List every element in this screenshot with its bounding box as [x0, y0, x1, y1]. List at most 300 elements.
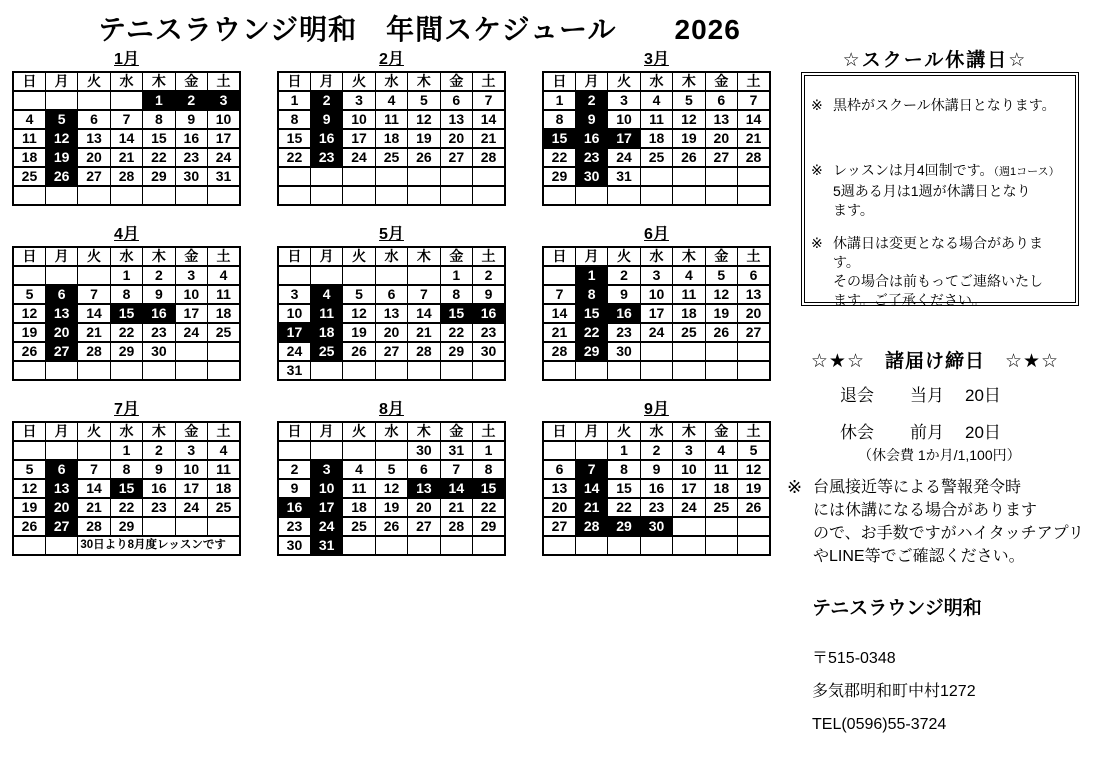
day-cell [278, 167, 310, 186]
day-cell [640, 342, 672, 361]
weekday-header-cell: 日 [543, 247, 575, 266]
day-cell [673, 342, 705, 361]
weekday-header-cell: 火 [608, 422, 640, 441]
day-cell: 23 [473, 323, 505, 342]
week-row [278, 285, 505, 304]
weekday-header-cell: 土 [473, 247, 505, 266]
month-note-cell: 30日より8月度レッスンです [78, 536, 240, 555]
day-cell: 26 [343, 342, 375, 361]
day-cell: 24 [278, 342, 310, 361]
closed-day-cell: 29 [608, 517, 640, 536]
day-cell: 29 [110, 517, 142, 536]
day-cell [608, 361, 640, 380]
day-cell [705, 186, 737, 205]
day-cell: 13 [543, 479, 575, 498]
day-cell: 4 [705, 441, 737, 460]
day-cell [143, 517, 175, 536]
day-cell [375, 441, 407, 460]
weekday-header-cell: 水 [640, 247, 672, 266]
day-cell: 25 [640, 148, 672, 167]
calendar-table [542, 246, 771, 381]
day-cell: 7 [110, 110, 142, 129]
day-cell: 20 [78, 148, 110, 167]
deadline-day: 20日 [965, 423, 1001, 442]
closed-day-cell: 3 [310, 460, 342, 479]
closed-day-cell: 15 [440, 304, 472, 323]
closed-day-cell: 31 [310, 536, 342, 555]
day-cell: 3 [640, 266, 672, 285]
weekday-header-row [13, 422, 240, 441]
contact-block [812, 593, 982, 741]
day-cell: 22 [143, 148, 175, 167]
day-cell: 9 [608, 285, 640, 304]
closed-day-cell: 23 [575, 148, 607, 167]
day-cell: 1 [543, 91, 575, 110]
closed-day-cell: 28 [575, 517, 607, 536]
day-cell: 20 [738, 304, 770, 323]
closed-day-cell: 30 [640, 517, 672, 536]
weekday-header-cell: 火 [608, 72, 640, 91]
day-cell: 18 [705, 479, 737, 498]
day-cell: 29 [440, 342, 472, 361]
week-row [278, 186, 505, 205]
week-row [13, 342, 240, 361]
week-row [543, 441, 770, 460]
note-text [833, 96, 1056, 115]
weekday-header-cell: 月 [575, 72, 607, 91]
day-cell: 14 [473, 110, 505, 129]
day-cell: 28 [440, 517, 472, 536]
day-cell [738, 342, 770, 361]
week-row [543, 110, 770, 129]
day-cell: 23 [640, 498, 672, 517]
info-note [811, 234, 1069, 310]
closed-day-cell: 2 [575, 91, 607, 110]
day-cell [738, 167, 770, 186]
day-cell: 24 [175, 323, 207, 342]
day-cell: 21 [473, 129, 505, 148]
weekday-header-cell: 金 [705, 247, 737, 266]
day-cell: 10 [343, 110, 375, 129]
closed-days-heading: ☆スクール休講日☆ [842, 50, 1028, 71]
day-cell: 20 [440, 129, 472, 148]
day-cell: 5 [738, 441, 770, 460]
weekday-header-cell: 木 [143, 247, 175, 266]
day-cell: 26 [13, 517, 45, 536]
day-cell [375, 186, 407, 205]
week-row [278, 323, 505, 342]
weekday-header-cell: 土 [473, 72, 505, 91]
week-row [278, 91, 505, 110]
closed-day-cell: 1 [143, 91, 175, 110]
week-row [278, 304, 505, 323]
closed-day-cell: 23 [310, 148, 342, 167]
info-panel [785, 40, 1095, 770]
typhoon-note [787, 476, 1084, 568]
day-cell: 20 [543, 498, 575, 517]
day-cell: 11 [673, 285, 705, 304]
day-cell: 22 [110, 498, 142, 517]
week-row [543, 361, 770, 380]
day-cell: 5 [13, 285, 45, 304]
weekday-header-cell: 日 [278, 247, 310, 266]
day-cell: 10 [208, 110, 240, 129]
closed-day-cell: 11 [310, 304, 342, 323]
day-cell: 14 [78, 304, 110, 323]
week-row [543, 460, 770, 479]
calendar-month-2 [277, 50, 506, 206]
day-cell: 9 [473, 285, 505, 304]
day-cell [13, 441, 45, 460]
weekday-header-cell: 水 [110, 247, 142, 266]
day-cell: 24 [673, 498, 705, 517]
day-cell [143, 361, 175, 380]
day-cell [738, 186, 770, 205]
note-text [833, 234, 1069, 310]
day-cell: 12 [343, 304, 375, 323]
day-cell [13, 186, 45, 205]
day-cell: 4 [673, 266, 705, 285]
day-cell: 30 [278, 536, 310, 555]
day-cell: 5 [375, 460, 407, 479]
closed-day-cell: 6 [45, 285, 77, 304]
month-title: 6月 [644, 226, 669, 243]
typhoon-line: やLINE等でご確認ください。 [813, 548, 1025, 565]
month-title: 8月 [379, 401, 404, 418]
day-cell: 19 [705, 304, 737, 323]
day-cell [440, 167, 472, 186]
closed-day-cell: 26 [45, 167, 77, 186]
day-cell [310, 266, 342, 285]
day-cell: 13 [705, 110, 737, 129]
day-cell: 22 [543, 148, 575, 167]
closed-day-cell: 7 [575, 460, 607, 479]
day-cell [440, 186, 472, 205]
week-row [13, 167, 240, 186]
calendar-table [277, 246, 506, 381]
day-cell: 28 [78, 342, 110, 361]
deadlines-heading: ☆★☆ 諸届け締日 ☆★☆ [810, 351, 1060, 372]
weekday-header-cell: 水 [110, 72, 142, 91]
day-cell [408, 167, 440, 186]
day-cell: 9 [640, 460, 672, 479]
note-text [833, 161, 1060, 220]
weekday-header-row [543, 247, 770, 266]
day-cell: 28 [78, 517, 110, 536]
day-cell: 10 [175, 460, 207, 479]
deadline-sub-note: （休会費 1か月/1,100円） [858, 447, 1021, 463]
day-cell: 8 [608, 460, 640, 479]
closed-day-cell: 8 [575, 285, 607, 304]
closed-day-cell: 14 [440, 479, 472, 498]
day-cell: 19 [408, 129, 440, 148]
week-row [543, 91, 770, 110]
day-cell [640, 186, 672, 205]
day-cell [575, 441, 607, 460]
day-cell: 8 [440, 285, 472, 304]
day-cell [673, 517, 705, 536]
day-cell [175, 186, 207, 205]
weekday-header-cell: 日 [278, 72, 310, 91]
day-cell: 16 [143, 479, 175, 498]
weekday-header-cell: 木 [408, 72, 440, 91]
closed-day-cell: 3 [208, 91, 240, 110]
day-cell: 18 [208, 304, 240, 323]
day-cell: 9 [143, 460, 175, 479]
day-cell: 19 [673, 129, 705, 148]
day-cell: 16 [175, 129, 207, 148]
day-cell [110, 91, 142, 110]
note-marker: ※ [811, 235, 823, 251]
closed-day-cell: 20 [45, 323, 77, 342]
deadline-timing: 当月 [910, 386, 944, 405]
calendar-month-3 [542, 50, 771, 206]
note-line: 5週ある月は1週が休講日となり [833, 183, 1031, 199]
week-row [278, 517, 505, 536]
day-cell: 30 [143, 342, 175, 361]
weekday-header-cell: 月 [45, 422, 77, 441]
note-marker: ※ [811, 97, 823, 113]
day-cell: 23 [175, 148, 207, 167]
closed-day-cell: 15 [473, 479, 505, 498]
day-cell: 27 [408, 517, 440, 536]
day-cell: 5 [705, 266, 737, 285]
weekday-header-row [278, 72, 505, 91]
closed-days-notes [804, 75, 1076, 308]
weekday-header-cell: 土 [208, 422, 240, 441]
day-cell [705, 517, 737, 536]
info-note [811, 161, 1069, 220]
closed-day-cell: 17 [608, 129, 640, 148]
day-cell [208, 361, 240, 380]
day-cell: 26 [375, 517, 407, 536]
day-cell [738, 536, 770, 555]
day-cell [310, 361, 342, 380]
week-row [278, 110, 505, 129]
day-cell: 8 [143, 110, 175, 129]
day-cell: 4 [13, 110, 45, 129]
closed-day-cell: 18 [310, 323, 342, 342]
closed-day-cell: 25 [310, 342, 342, 361]
day-cell: 11 [208, 285, 240, 304]
calendar-table [542, 71, 771, 206]
closed-day-cell: 13 [45, 479, 77, 498]
weekday-header-cell: 金 [705, 72, 737, 91]
calendar-month-5 [277, 225, 506, 381]
day-cell: 13 [78, 129, 110, 148]
day-cell [375, 536, 407, 555]
closed-day-cell: 19 [45, 148, 77, 167]
day-cell: 19 [738, 479, 770, 498]
day-cell: 1 [608, 441, 640, 460]
day-cell [575, 536, 607, 555]
day-cell [45, 266, 77, 285]
contact-name: テニスラウンジ明和 [812, 598, 982, 619]
closed-day-cell: 16 [310, 129, 342, 148]
day-cell: 31 [440, 441, 472, 460]
day-cell [375, 361, 407, 380]
week-row [13, 110, 240, 129]
calendar-month-9 [542, 400, 771, 556]
day-cell: 17 [175, 304, 207, 323]
week-row [543, 536, 770, 555]
day-cell: 7 [543, 285, 575, 304]
day-cell: 5 [13, 460, 45, 479]
day-cell [13, 536, 45, 555]
weekday-header-cell: 水 [110, 422, 142, 441]
day-cell [673, 167, 705, 186]
weekday-header-cell: 金 [175, 72, 207, 91]
day-cell: 7 [408, 285, 440, 304]
calendar-table [542, 421, 771, 556]
day-cell [78, 91, 110, 110]
note-marker: ※ [811, 162, 823, 178]
month-title: 7月 [114, 401, 139, 418]
day-cell: 11 [343, 479, 375, 498]
closed-day-cell: 16 [473, 304, 505, 323]
day-cell: 14 [110, 129, 142, 148]
weekday-header-cell: 金 [175, 422, 207, 441]
day-cell: 24 [640, 323, 672, 342]
day-cell: 3 [673, 441, 705, 460]
day-cell: 6 [78, 110, 110, 129]
day-cell: 24 [175, 498, 207, 517]
day-cell [78, 441, 110, 460]
day-cell: 3 [343, 91, 375, 110]
day-cell [575, 186, 607, 205]
day-cell: 12 [738, 460, 770, 479]
day-cell: 28 [408, 342, 440, 361]
closed-day-cell: 15 [575, 304, 607, 323]
closed-day-cell: 20 [45, 498, 77, 517]
weekday-header-cell: 火 [78, 72, 110, 91]
day-cell: 8 [543, 110, 575, 129]
day-cell: 12 [375, 479, 407, 498]
week-row [543, 498, 770, 517]
day-cell: 13 [375, 304, 407, 323]
day-cell [45, 186, 77, 205]
week-row [13, 479, 240, 498]
day-cell: 26 [13, 342, 45, 361]
week-row [543, 342, 770, 361]
day-cell: 27 [78, 167, 110, 186]
day-cell: 3 [608, 91, 640, 110]
day-cell: 6 [738, 266, 770, 285]
day-cell [343, 536, 375, 555]
day-cell [473, 167, 505, 186]
day-cell: 25 [343, 517, 375, 536]
weekday-header-cell: 金 [705, 422, 737, 441]
info-note [811, 96, 1069, 115]
note-line: その場合は前もってご連絡いたし [833, 273, 1043, 289]
day-cell: 24 [208, 148, 240, 167]
note-line: 黒枠がスクール休講日となります。 [833, 97, 1056, 113]
day-cell: 19 [13, 323, 45, 342]
closed-day-cell: 17 [310, 498, 342, 517]
weekday-header-cell: 水 [375, 422, 407, 441]
day-cell: 7 [78, 285, 110, 304]
week-row [543, 517, 770, 536]
contact-address: 多気郡明和町中村1272 [812, 683, 976, 700]
page-title: テニスラウンジ明和 年間スケジュール 2026 [98, 14, 741, 45]
day-cell [143, 186, 175, 205]
weekday-header-cell: 火 [78, 422, 110, 441]
deadline-rows [840, 386, 1021, 464]
day-cell: 23 [143, 323, 175, 342]
day-cell [110, 361, 142, 380]
day-cell: 11 [640, 110, 672, 129]
closed-day-cell: 16 [143, 304, 175, 323]
weekday-header-cell: 土 [738, 72, 770, 91]
month-title: 3月 [644, 51, 669, 68]
closed-day-cell: 2 [310, 91, 342, 110]
day-cell: 17 [640, 304, 672, 323]
day-cell [473, 536, 505, 555]
day-cell [738, 361, 770, 380]
calendar-month-4 [12, 225, 241, 381]
week-row [278, 536, 505, 555]
week-row [543, 323, 770, 342]
weekday-header-row [543, 422, 770, 441]
day-cell: 27 [375, 342, 407, 361]
day-cell [705, 342, 737, 361]
calendar-month-1 [12, 50, 241, 206]
day-cell [673, 536, 705, 555]
day-cell [408, 186, 440, 205]
week-row [543, 167, 770, 186]
day-cell [608, 186, 640, 205]
day-cell: 30 [408, 441, 440, 460]
week-row [13, 148, 240, 167]
day-cell: 5 [343, 285, 375, 304]
day-cell: 7 [78, 460, 110, 479]
weekday-header-cell: 月 [575, 422, 607, 441]
day-cell: 30 [175, 167, 207, 186]
typhoon-line: には休講になる場合があります [813, 502, 1038, 519]
day-cell: 30 [608, 342, 640, 361]
month-title: 5月 [379, 226, 404, 243]
day-cell: 7 [440, 460, 472, 479]
note-line-main: レッスンは月4回制です。 [833, 162, 994, 178]
day-cell [375, 266, 407, 285]
day-cell: 7 [738, 91, 770, 110]
closed-day-cell: 16 [608, 304, 640, 323]
day-cell [175, 361, 207, 380]
day-cell: 21 [78, 323, 110, 342]
week-row [278, 361, 505, 380]
day-cell [78, 361, 110, 380]
day-cell: 24 [343, 148, 375, 167]
day-cell: 6 [543, 460, 575, 479]
day-cell: 3 [175, 441, 207, 460]
closed-day-cell: 27 [45, 517, 77, 536]
day-cell: 27 [543, 517, 575, 536]
day-cell: 10 [640, 285, 672, 304]
day-cell: 14 [78, 479, 110, 498]
day-cell [640, 536, 672, 555]
weekday-header-cell: 水 [375, 247, 407, 266]
day-cell: 18 [673, 304, 705, 323]
weekday-header-cell: 火 [343, 72, 375, 91]
day-cell [278, 266, 310, 285]
week-row [278, 148, 505, 167]
weekday-header-cell: 月 [310, 422, 342, 441]
weekday-header-cell: 木 [408, 247, 440, 266]
day-cell: 3 [278, 285, 310, 304]
day-cell: 22 [440, 323, 472, 342]
day-cell: 18 [13, 148, 45, 167]
day-cell: 31 [608, 167, 640, 186]
